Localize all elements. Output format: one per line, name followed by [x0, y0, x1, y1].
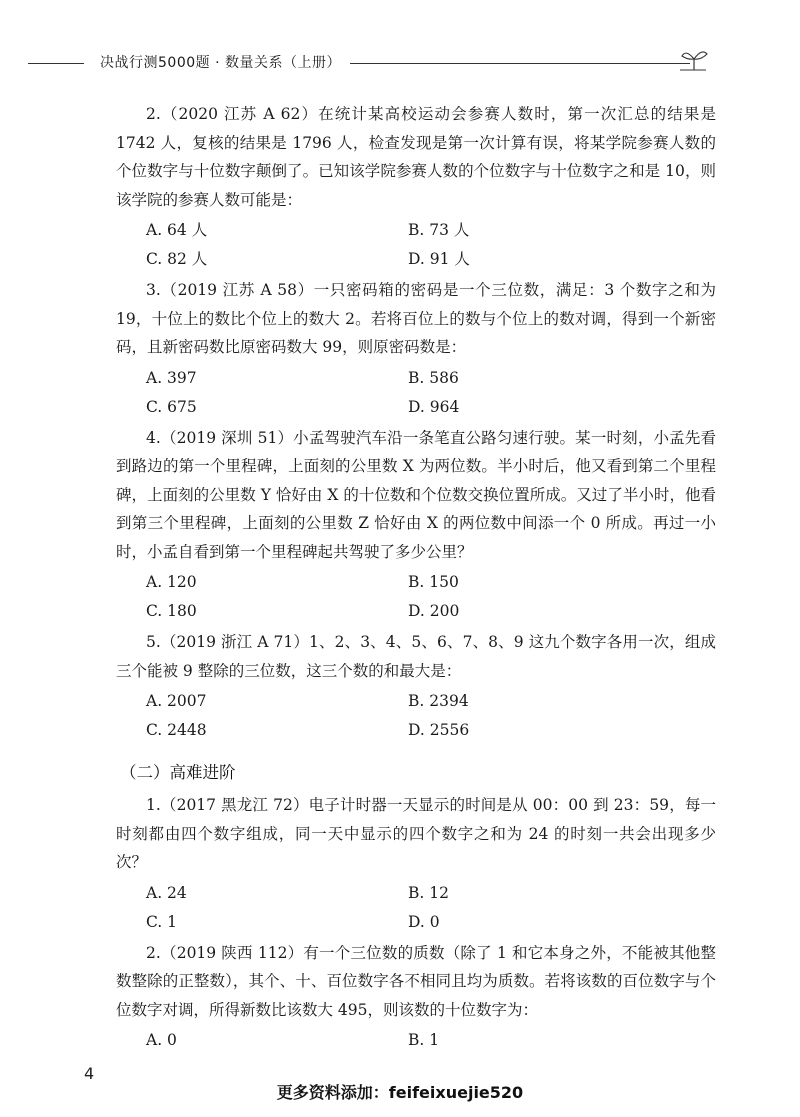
- option-c: C. 82 人: [146, 250, 208, 268]
- options-grid: [116, 364, 716, 422]
- option-a: A. 2007: [146, 692, 207, 710]
- question-text: 3.（2019 江苏 A 58）一只密码箱的密码是一个三位数，满足：3 个数字之和为 19，十位上的数比个位上的数大 2。若将百位上的数与个位上的数对调，得到一个新密码，且新密码数比原密码数大 99，则原密码数是：: [116, 281, 716, 356]
- option-c: C. 180: [146, 602, 197, 620]
- option-a: A. 397: [146, 368, 197, 387]
- page-content: [116, 100, 716, 1057]
- option-a: A. 120: [146, 573, 197, 591]
- running-header: [0, 48, 800, 78]
- options-grid: [116, 687, 716, 745]
- option-d: D. 91 人: [408, 250, 470, 268]
- question-text: 2.（2020 江苏 A 62）在统计某高校运动会参赛人数时，第一次汇总的结果是 1742 人，复核的结果是 1796 人，检查发现是第一次计算有误，将某学院参赛人数的个位数字与十位数字颠倒了。已知该学院参赛人数的个位数字与十位数字之和是 10，则该学院的参赛人数可能是：: [116, 105, 716, 209]
- options-grid: [116, 568, 716, 626]
- options-grid: [116, 216, 716, 274]
- option-d: D. 964: [408, 397, 460, 416]
- question-block: [116, 628, 716, 745]
- option-a: A. 0: [146, 1031, 177, 1049]
- question-block: [116, 100, 716, 274]
- question-text: 1.（2017 黑龙江 72）电子计时器一天显示的时间是从 00：00 到 23：59，每一时刻都由四个数字组成，同一天中显示的四个数字之和为 24 的时刻一共会出现多少次？: [116, 796, 716, 871]
- header-title: 决战行测5000题 · 数量关系（上册）: [100, 55, 341, 71]
- option-d: D. 0: [408, 912, 440, 931]
- option-b: B. 1: [408, 1031, 440, 1049]
- options-grid: [116, 879, 716, 937]
- option-a: A. 24: [146, 883, 187, 902]
- question-text: 4.（2019 深圳 51）小孟驾驶汽车沿一条笔直公路匀速行驶。某一时刻，小孟先看到路边的第一个里程碑，上面刻的公里数 X 为两位数。半小时后，他又看到第二个里程碑，上面刻的公里数 Y 恰好由 X 的十位数和个位数交换位置所成。又过了半小时，他看到第三个里程碑，上面刻的公里数 Z 恰好由 X 的两位数中间添一个 0 所成。再过一小时，小孟自看到第一个里程碑起共驾驶了多少公里？: [116, 428, 716, 561]
- footer-note: 更多资料添加：feifeixuejie520: [276, 1083, 524, 1102]
- sprout-icon: [676, 44, 712, 80]
- option-b: B. 12: [408, 883, 449, 902]
- option-c: C. 2448: [146, 721, 207, 739]
- options-grid: [116, 1026, 716, 1055]
- question-text: 2.（2019 陕西 112）有一个三位数的质数（除了 1 和它本身之外，不能被其他整数整除的正整数），其个、十、百位数字各不相同且均为质数。若将该数的百位数字与个位数字对调，所得新数比该数大 495，则该数的十位数字为：: [116, 943, 716, 1019]
- question-block: [116, 791, 716, 937]
- option-a: A. 64 人: [146, 221, 208, 239]
- option-b: B. 586: [408, 368, 459, 387]
- option-d: D. 2556: [408, 721, 470, 739]
- option-b: B. 2394: [408, 692, 469, 710]
- question-block: [116, 424, 716, 627]
- option-b: B. 73 人: [408, 221, 470, 239]
- header-rule-left: [28, 63, 84, 64]
- option-c: C. 1: [146, 912, 178, 931]
- question-text: 5.（2019 浙江 A 71）1、2、3、4、5、6、7、8、9 这九个数字各用一次，组成三个能被 9 整除的三位数，这三个数的和最大是：: [116, 633, 716, 680]
- header-rule-right: [350, 63, 690, 64]
- option-c: C. 675: [146, 397, 197, 416]
- question-block: [116, 276, 716, 422]
- section-title: （二）高难进阶: [120, 763, 236, 782]
- option-b: B. 150: [408, 573, 459, 591]
- page-number: 4: [84, 1064, 95, 1083]
- option-d: D. 200: [408, 602, 460, 620]
- question-block: [116, 939, 716, 1056]
